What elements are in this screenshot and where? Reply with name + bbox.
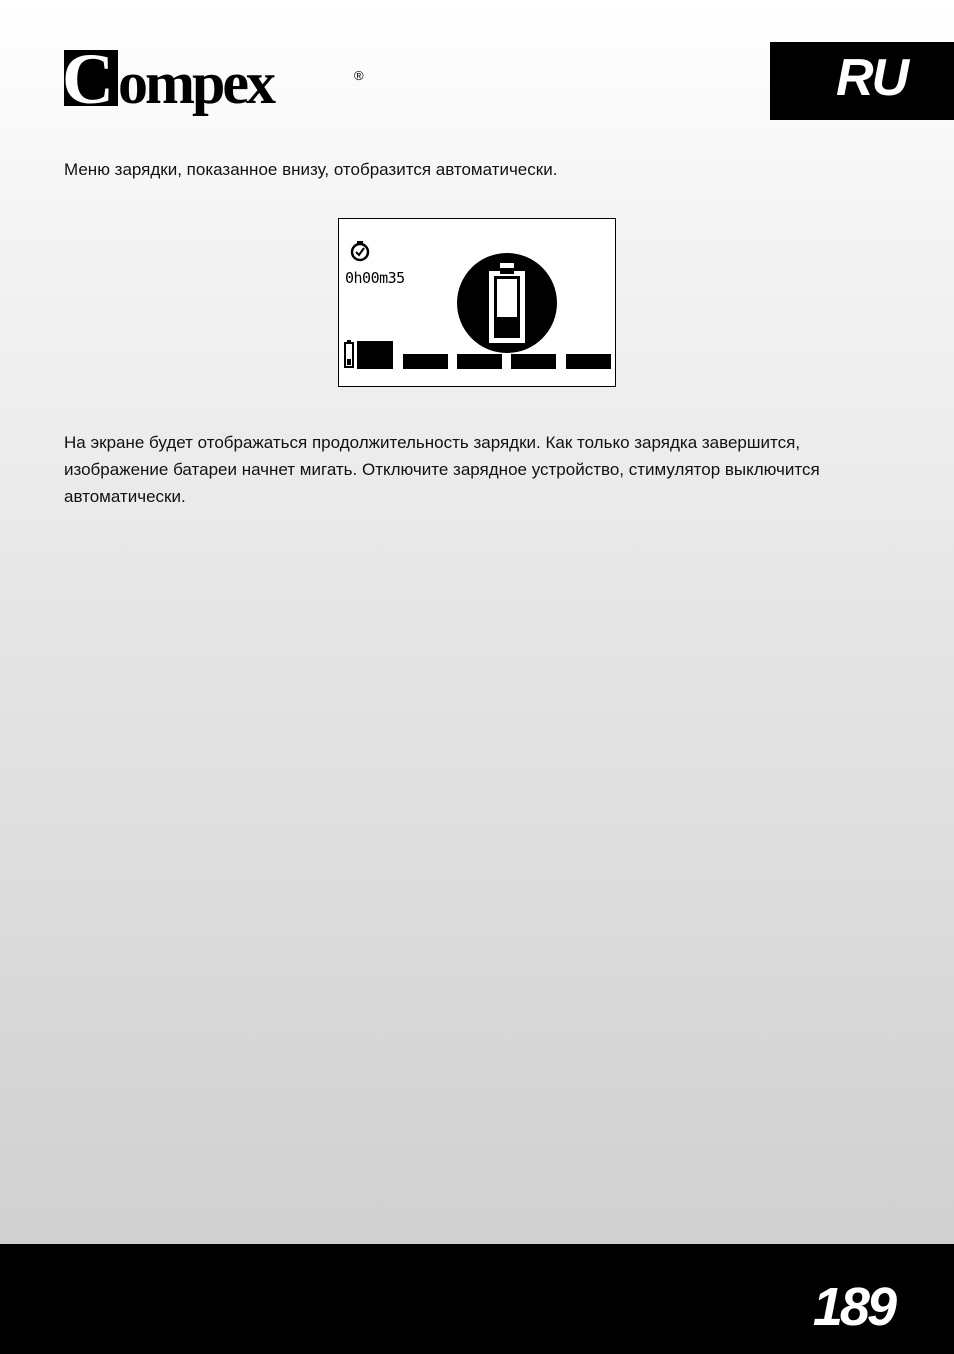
registered-mark: ® bbox=[354, 68, 364, 83]
clock-icon bbox=[352, 241, 368, 260]
svg-text:ompex: ompex bbox=[118, 50, 273, 116]
battery-charging-icon bbox=[345, 340, 393, 369]
body-paragraph: На экране будет отображаться продолжительность зарядки. Как только зарядка завершится, изображение батареи начнет мигать. Отключите зарядное устройство, стимулятор выключится автоматически. bbox=[64, 433, 820, 506]
intro-paragraph: Меню зарядки, показанное внизу, отобразится автоматически. bbox=[64, 160, 558, 179]
battery-level-icon bbox=[457, 253, 557, 353]
page-number: 189 bbox=[812, 1277, 894, 1337]
footer-bar bbox=[0, 1244, 954, 1354]
elapsed-time: 0h00m35 bbox=[345, 269, 405, 287]
compex-logo bbox=[64, 42, 374, 122]
svg-text:C: C bbox=[64, 42, 114, 119]
language-tab bbox=[770, 42, 954, 120]
language-code: RU bbox=[836, 49, 908, 107]
channel-bars bbox=[403, 354, 611, 369]
charging-screen bbox=[338, 218, 616, 387]
